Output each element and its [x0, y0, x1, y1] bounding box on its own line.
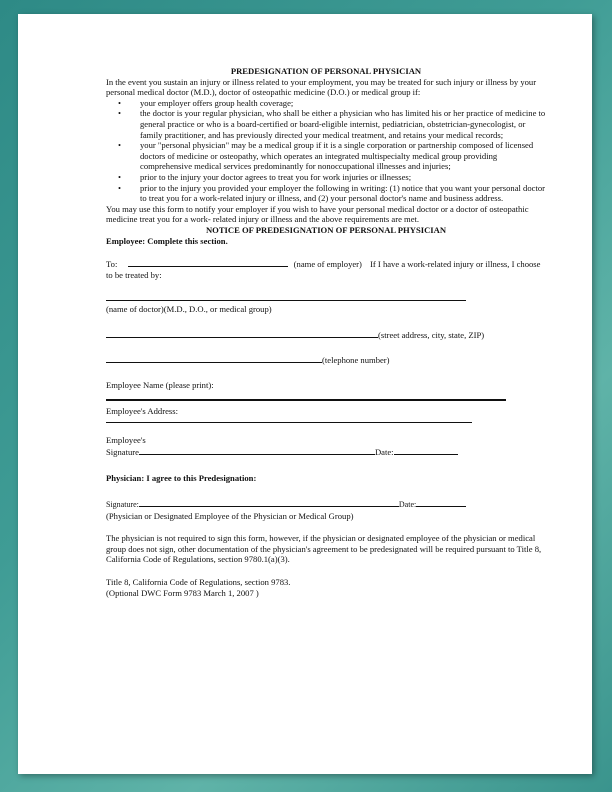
- to-line: [106, 258, 546, 280]
- employee-signature-label: Signature: [106, 446, 139, 457]
- closing-paragraph: You may use this form to notify your employer if you wish to have your personal medical doctor or a doctor of osteopathic medicine treat you for a work- related injury or illness and the above requirements are met.: [106, 203, 529, 225]
- requirements-list: [106, 98, 546, 204]
- employee-address-label: Employee's Address:: [106, 405, 178, 416]
- phone-line: [106, 354, 546, 366]
- requirement-item: • the doctor is your regular physician, who shall be either a physician who has limited his or her practice of medicine to general practice or who is a board-certified or board-eligible internist, pediatrician, obstetrician-gynecologist, or family practitioner, and has previously directed your medical treatment, and retains your medical records;: [140, 108, 546, 140]
- employee-section-heading: Employee: Complete this section.: [106, 235, 228, 246]
- employee-signature-line: [106, 446, 546, 458]
- physician-caption: (Physician or Designated Employee of the Physician or Medical Group): [106, 510, 354, 521]
- address-line: [106, 329, 546, 341]
- employee-date-label: Date:: [374, 446, 394, 457]
- requirement-item: • your employer offers group health coverage;: [140, 98, 546, 109]
- employer-name-caption: (name of employer): [293, 259, 362, 270]
- form-title: PREDESIGNATION OF PERSONAL PHYSICIAN: [230, 66, 422, 76]
- physician-signature-field[interactable]: [139, 498, 399, 507]
- physician-section-heading: Physician: I agree to this Predesignation:: [106, 473, 257, 484]
- notice-title: NOTICE OF PREDESIGNATION OF PERSONAL PHYSICIAN: [205, 224, 447, 235]
- requirement-item: • prior to the injury you provided your employer the following in writing: (1) notice that you want your personal doctor to treat you for a work-related injury or illness, and (2) your personal doctor's name and business address.: [140, 183, 546, 204]
- physician-signature-label: Signature:: [106, 500, 139, 510]
- employee-name-field[interactable]: [106, 399, 506, 401]
- form-content: [106, 66, 546, 598]
- employee-name-label: Employee Name (please print):: [106, 380, 214, 391]
- doctor-address-field[interactable]: [106, 329, 378, 338]
- phone-caption: (telephone number): [322, 355, 390, 366]
- physician-date-label: Date:: [398, 500, 417, 510]
- to-text: If I have a work-related injury or illness, I choose to be treated by:: [106, 259, 541, 280]
- to-label: To:: [106, 259, 118, 270]
- footer-form-id: (Optional DWC Form 9783 March 1, 2007 ): [106, 587, 259, 598]
- employee-signature-field[interactable]: [139, 446, 375, 455]
- doctor-name-field[interactable]: [106, 300, 466, 301]
- employer-name-field[interactable]: [128, 258, 288, 267]
- requirement-item: • prior to the injury your doctor agrees to treat you for work injuries or illnesses;: [140, 172, 546, 183]
- employee-date-field[interactable]: [394, 446, 458, 455]
- footer-citation: Title 8, California Code of Regulations, section 9783.: [106, 577, 291, 587]
- document-page: [18, 14, 592, 774]
- doctor-name-caption: (name of doctor)(M.D., D.O., or medical group): [106, 304, 272, 315]
- employee-address-field[interactable]: [106, 422, 472, 423]
- employee-signature-label-top: Employee's: [106, 435, 146, 446]
- intro-paragraph: In the event you sustain an injury or illness related to your employment, you may be treated for such injury or illness by your personal medical doctor (M.D.), doctor of osteopathic medicine (D.O.) or medical group if:: [106, 76, 537, 98]
- requirement-item: • your "personal physician" may be a medical group if it is a single corporation or partnership composed of licensed doctors of medicine or osteopathy, which operates an integrated multispecialty medical group providing comprehensive medical services predominantly for nonoccupational illnesses and injuries;: [140, 140, 546, 172]
- doctor-phone-field[interactable]: [106, 354, 322, 363]
- physician-date-field[interactable]: [416, 498, 466, 507]
- address-caption: (street address, city, state, ZIP): [378, 329, 485, 340]
- physician-note: The physician is not required to sign this form, however, if the physician or designated employee of the physician or medical group does not sign, other documentation of the physician's agreement to be predesignated will be required pursuant to Title 8, California Code of Regulations, section 9780.1(a)(3).: [106, 533, 542, 565]
- physician-signature-line: [106, 498, 546, 511]
